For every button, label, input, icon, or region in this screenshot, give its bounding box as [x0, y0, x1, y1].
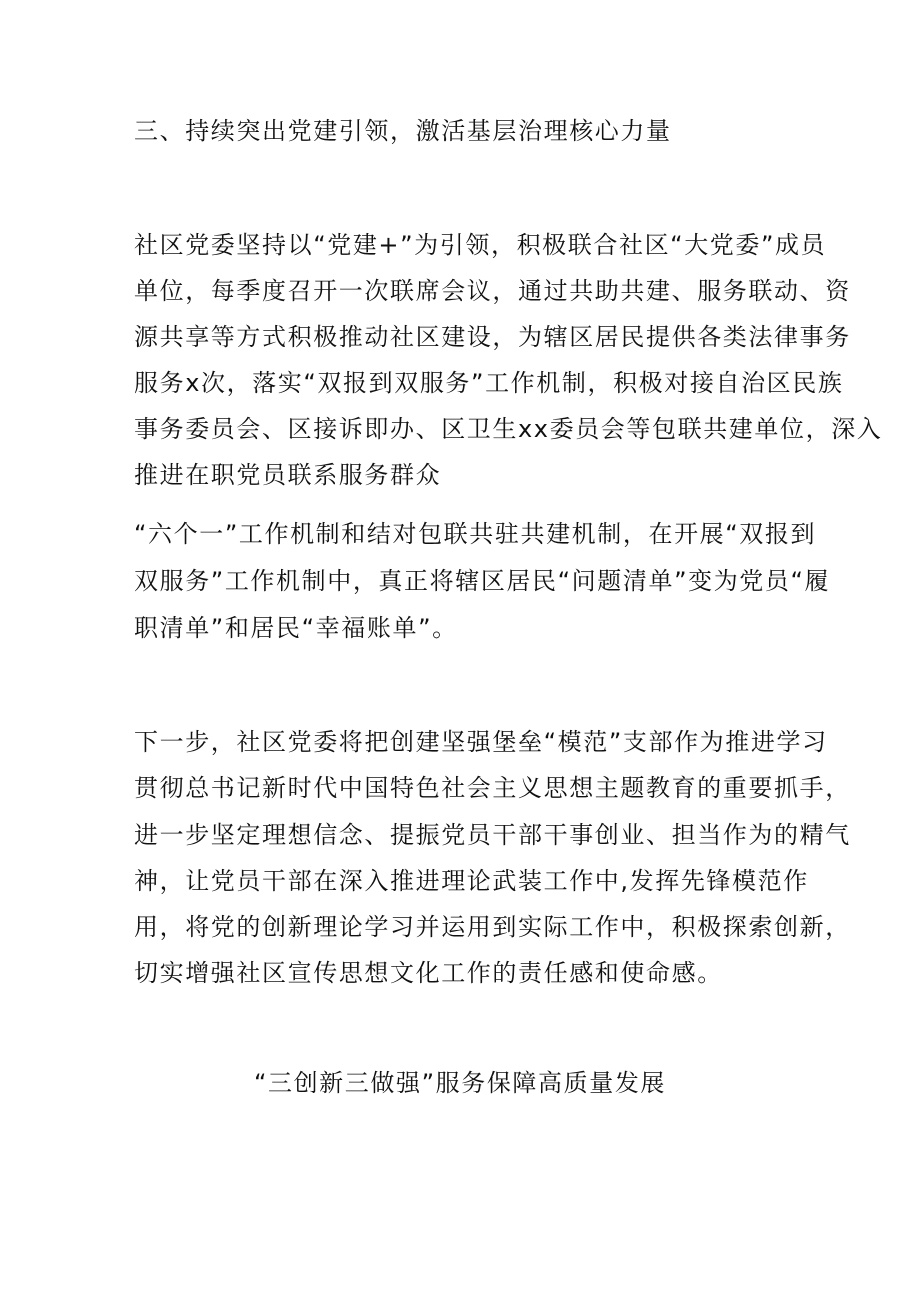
paragraph-line: 职清单”和居民“幸福账单”。 — [134, 614, 458, 642]
paragraph-line: 服务x次，落实“双报到双服务”工作机制，积极对接自治区民族 — [134, 369, 844, 397]
paragraph-line: 社区党委坚持以“党建+”为引领，积极联合社区“大党委”成员 — [134, 231, 827, 259]
paragraph-line: 用，将党的创新理论学习并运用到实际工作中，积极探索创新， — [134, 913, 851, 941]
next-article-title: “三创新三做强”服务保障高质量发展 — [253, 1069, 667, 1097]
paragraph-line: 神，让党员干部在深入推进理论武装工作中,发挥先锋模范作 — [134, 867, 809, 895]
paragraph-line: 切实增强社区宣传思想文化工作的责任感和使命感。 — [134, 959, 723, 987]
paragraph-line: 事务委员会、区接诉即办、区卫生xx委员会等包联共建单位，深入 — [134, 415, 883, 443]
paragraph-line: 源共享等方式积极推动社区建设，为辖区居民提供各类法律事务 — [134, 323, 851, 351]
paragraph-line: 贯彻总书记新时代中国特色社会主义思想主题教育的重要抓手， — [134, 774, 851, 802]
section-heading: 三、持续突出党建引领，激活基层治理核心力量 — [134, 117, 672, 145]
paragraph-line: 推进在职党员联系服务群众 — [134, 461, 442, 489]
paragraph-line: 单位，每季度召开一次联席会议，通过共助共建、服务联动、资 — [134, 277, 851, 305]
paragraph-line: “六个一”工作机制和结对包联共驻共建机制，在开展“双报到 — [134, 520, 817, 548]
paragraph-line: 双服务”工作机制中，真正将辖区居民“问题清单”变为党员“履 — [134, 567, 831, 595]
paragraph-line: 进一步坚定理想信念、提振党员干部干事创业、担当作为的精气 — [134, 821, 851, 849]
paragraph-line: 下一步，社区党委将把创建坚强堡垒“模范”支部作为推进学习 — [134, 728, 828, 756]
